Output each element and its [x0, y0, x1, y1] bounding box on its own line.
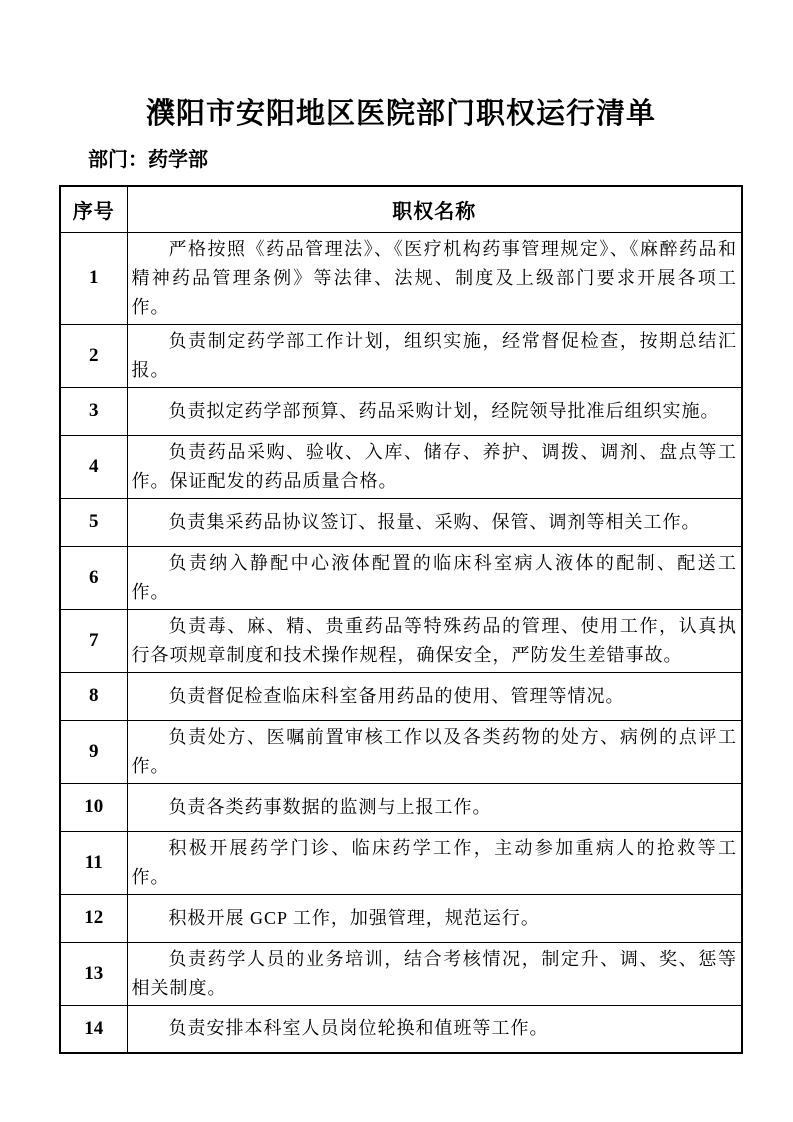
- department-label: 部门：药学部: [88, 149, 208, 171]
- table-row: [60, 831, 742, 894]
- row-serial-number: 4: [60, 435, 127, 498]
- table-body: [60, 232, 742, 1053]
- row-serial-number: 14: [60, 1005, 127, 1053]
- row-authority-text: 负责药品采购、验收、入库、储存、养护、调拨、调剂、盘点等工作。保证配发的药品质量合格。: [127, 435, 742, 498]
- table-row: [60, 942, 742, 1005]
- row-serial-number: 7: [60, 609, 127, 672]
- row-serial-number: 9: [60, 720, 127, 783]
- header-serial-number: 序号: [60, 186, 127, 232]
- header-authority-name: 职权名称: [127, 186, 742, 232]
- table-row: [60, 498, 742, 546]
- row-serial-number: 8: [60, 672, 127, 720]
- row-authority-text: 负责制定药学部工作计划，组织实施，经常督促检查，按期总结汇报。: [127, 324, 742, 387]
- table-row: [60, 1005, 742, 1053]
- table-header-row: [60, 186, 742, 232]
- row-authority-text: 严格按照《药品管理法》、《医疗机构药事管理规定》、《麻醉药品和精神药品管理条例》等法律、法规、制度及上级部门要求开展各项工作。: [127, 232, 742, 324]
- authority-table: [59, 185, 743, 1054]
- row-serial-number: 6: [60, 546, 127, 609]
- row-authority-text: 负责药学人员的业务培训，结合考核情况，制定升、调、奖、惩等相关制度。: [127, 942, 742, 1005]
- table-row: [60, 546, 742, 609]
- row-authority-text: 负责处方、医嘱前置审核工作以及各类药物的处方、病例的点评工作。: [127, 720, 742, 783]
- table-row: [60, 720, 742, 783]
- table-row: [60, 232, 742, 324]
- row-authority-text: 负责纳入静配中心液体配置的临床科室病人液体的配制、配送工作。: [127, 546, 742, 609]
- row-authority-text: 负责拟定药学部预算、药品采购计划，经院领导批准后组织实施。: [127, 387, 742, 435]
- table-row: [60, 609, 742, 672]
- row-authority-text: 积极开展 GCP 工作，加强管理，规范运行。: [127, 894, 742, 942]
- row-serial-number: 3: [60, 387, 127, 435]
- row-serial-number: 12: [60, 894, 127, 942]
- table-row: [60, 672, 742, 720]
- page-title: 濮阳市安阳地区医院部门职权运行清单: [145, 98, 656, 130]
- table-row: [60, 387, 742, 435]
- table-row: [60, 783, 742, 831]
- row-authority-text: 负责集采药品协议签订、报量、采购、保管、调剂等相关工作。: [127, 498, 742, 546]
- row-serial-number: 5: [60, 498, 127, 546]
- row-authority-text: 负责毒、麻、精、贵重药品等特殊药品的管理、使用工作，认真执行各项规章制度和技术操作规程，确保安全，严防发生差错事故。: [127, 609, 742, 672]
- row-authority-text: 负责各类药事数据的监测与上报工作。: [127, 783, 742, 831]
- table-row: [60, 435, 742, 498]
- table-row: [60, 324, 742, 387]
- row-serial-number: 13: [60, 942, 127, 1005]
- row-serial-number: 10: [60, 783, 127, 831]
- row-serial-number: 1: [60, 232, 127, 324]
- row-authority-text: 负责督促检查临床科室备用药品的使用、管理等情况。: [127, 672, 742, 720]
- row-authority-text: 负责安排本科室人员岗位轮换和值班等工作。: [127, 1005, 742, 1053]
- table-row: [60, 894, 742, 942]
- row-authority-text: 积极开展药学门诊、临床药学工作，主动参加重病人的抢救等工作。: [127, 831, 742, 894]
- row-serial-number: 11: [60, 831, 127, 894]
- row-serial-number: 2: [60, 324, 127, 387]
